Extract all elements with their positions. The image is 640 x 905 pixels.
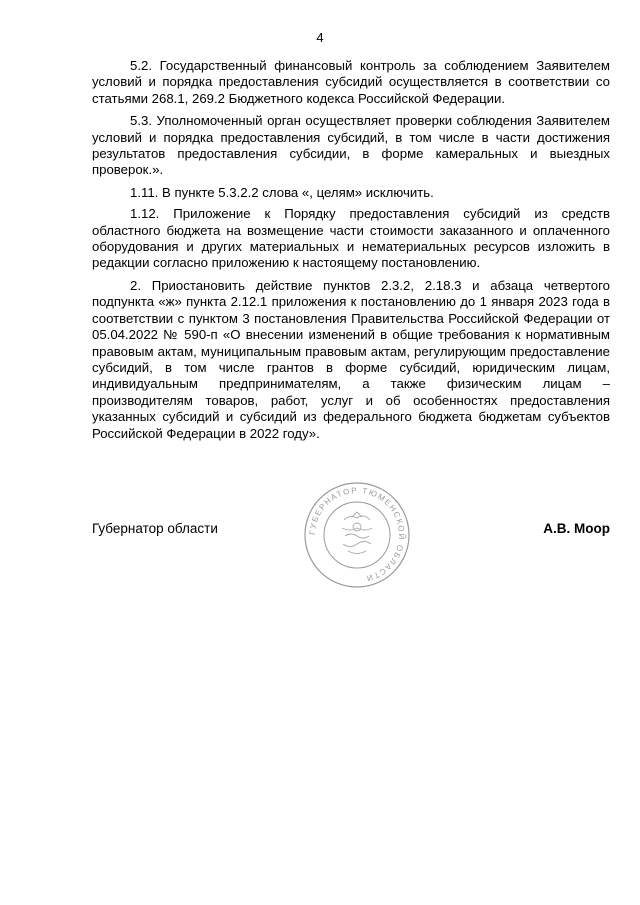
signatory-name: А.В. Моор [543,521,610,536]
paragraph-5-3: 5.3. Уполномоченный орган осуществляет проверки соблюдения Заявителем условий и порядка предоставления субсидий, в том числе в части достижения результатов предоставления субсидии, в форме камеральных и выездных проверок.». [92,113,610,178]
signatory-position: Губернатор области [92,521,218,536]
document-body [92,58,610,448]
paragraph-1-11: 1.11. В пункте 5.3.2.2 слова «, целям» исключить. [130,184,434,200]
paragraph-5-2: 5.2. Государственный финансовый контроль за соблюдением Заявителем условий и порядка предоставления субсидий осуществляется в соответствии со статьями 268.1, 269.2 Бюджетного кодекса Российской Федерации. [92,58,610,106]
page-number: 4 [316,30,324,45]
signature-block [92,519,610,543]
paragraph-2: 2. Приостановить действие пунктов 2.3.2, 2.18.3 и абзаца четвертого подпункта «ж» пункта 2.12.1 приложения к постановлению до 1 января 2023 года в соответствии с пунктом 3 постановления Правительства Российской Федерации от 05.04.2022 № 590-п «О внесении изменений в общие требования к нормативным правовым актам, муниципальным правовым актам, регулирующим предоставление субсидий, в том числе грантов в форме субсидий, юридическим лицам, индивидуальным предпринимателям, а также физическим лицам – производителям товаров, работ, услуг и об особенностях предоставления указанных субсидий и субсидий из федерального бюджета бюджетам субъектов Российской Федерации в 2022 году». [92,277,610,441]
paragraph-1-12: 1.12. Приложение к Порядку предоставления субсидий из средств областного бюджета на возмещение части стоимости заказанного и оплаченного оборудования и других материальных и нематериальных ресурсов изложить в редакции согласно приложению к настоящему постановлению. [92,206,610,271]
svg-text:ГУБЕРНАТОР ТЮМЕНСКОЙ ОБЛАСТИ: ГУБЕРНАТОР ТЮМЕНСКОЙ ОБЛАСТИ [307,485,407,584]
